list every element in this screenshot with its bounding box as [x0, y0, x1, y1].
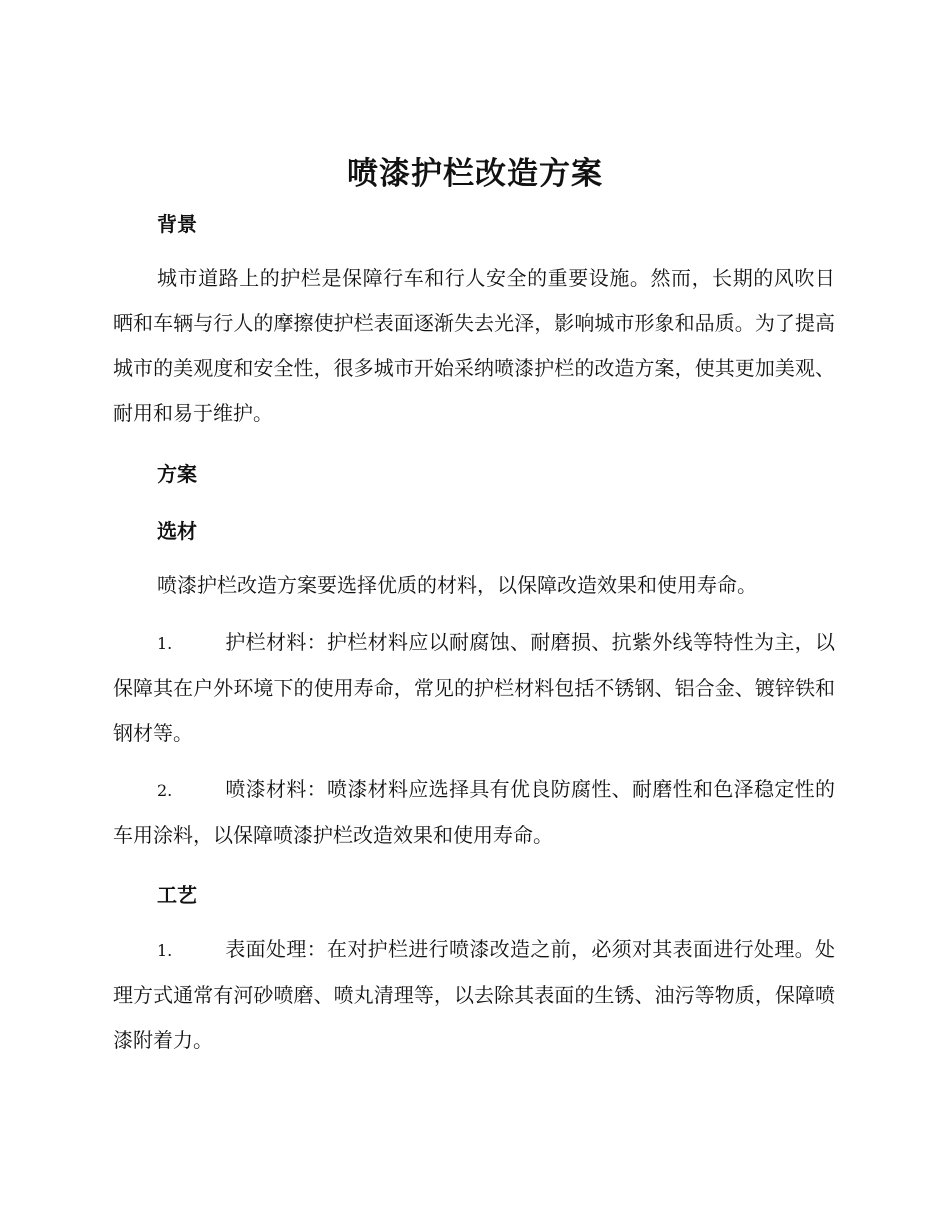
materials-list-item [113, 620, 835, 756]
list-item-number: 1. [157, 941, 173, 960]
list-item-text: 喷漆材料：喷漆材料应选择具有优良防腐性、耐磨性和色泽稳定性的车用涂料，以保障喷漆护栏改造效果和使用寿命。 [113, 777, 835, 847]
section-heading-background: 背景 [157, 212, 197, 236]
list-item-text: 护栏材料：护栏材料应以耐腐蚀、耐磨损、抗紫外线等特性为主，以保障其在户外环境下的使用寿命，常见的护栏材料包括不锈钢、铝合金、镀锌铁和钢材等。 [113, 630, 835, 745]
materials-intro-paragraph: 喷漆护栏改造方案要选择优质的材料，以保障改造效果和使用寿命。 [157, 573, 757, 597]
section-heading-plan: 方案 [157, 462, 197, 486]
list-item-number: 2. [157, 781, 173, 800]
background-paragraph: 城市道路上的护栏是保障行车和行人安全的重要设施。然而，长期的风吹日晒和车辆与行人的摩擦使护栏表面逐渐失去光泽，影响城市形象和品质。为了提高城市的美观度和安全性，很多城市开始采纳喷漆护栏的改造方案，使其更加美观、耐用和易于维护。 [113, 266, 835, 425]
section-heading-materials: 选材 [157, 519, 197, 543]
materials-list-item [113, 767, 835, 858]
list-item-text: 表面处理：在对护栏进行喷漆改造之前，必须对其表面进行处理。处理方式通常有河砂喷磨、喷丸清理等，以去除其表面的生锈、油污等物质，保障喷漆附着力。 [113, 937, 835, 1052]
process-list-item [113, 927, 835, 1063]
document-title: 喷漆护栏改造方案 [347, 156, 603, 192]
section-heading-process: 工艺 [157, 883, 197, 907]
list-item-number: 1. [157, 634, 173, 653]
